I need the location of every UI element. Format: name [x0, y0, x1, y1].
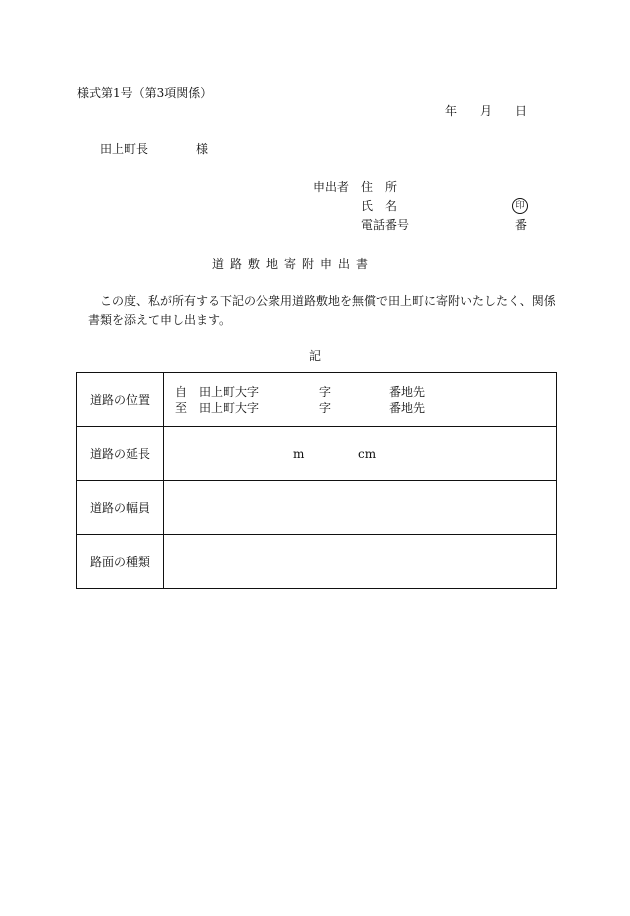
from-prefix: 自	[175, 385, 188, 399]
form-number: 様式第1号（第3項関係）	[77, 86, 213, 100]
addressee-honorific: 様	[196, 142, 209, 156]
seal-mark: 印	[512, 198, 528, 214]
position-cell	[164, 373, 557, 427]
position-label: 道路の位置	[77, 373, 164, 427]
to-prefix: 至	[175, 401, 188, 415]
body-line-1: この度、私が所有する下記の公衆用道路敷地を無償で田上町に寄附いたしたく、関係	[100, 294, 556, 308]
to-place: 田上町大字	[199, 401, 260, 415]
width-cell	[164, 481, 557, 535]
from-banchi: 番地先	[389, 385, 426, 399]
phone-label: 電話番号	[361, 218, 410, 232]
surface-cell	[164, 535, 557, 589]
table-row-width	[77, 481, 557, 535]
date-year: 年	[445, 104, 458, 118]
length-label: 道路の延長	[77, 427, 164, 481]
from-place: 田上町大字	[199, 385, 260, 399]
addressee-title: 田上町長	[100, 142, 149, 156]
length-cell	[164, 427, 557, 481]
table-row-length	[77, 427, 557, 481]
applicant-label: 申出者	[313, 180, 350, 194]
address-label: 住 所	[361, 180, 398, 194]
surface-label: 路面の種類	[77, 535, 164, 589]
table-row-surface	[77, 535, 557, 589]
body-line-2: 書類を添えて申し出ます。	[88, 313, 232, 327]
date-day: 日	[515, 104, 528, 118]
phone-suffix: 番	[515, 218, 528, 232]
ki-heading: 記	[309, 349, 322, 363]
name-label: 氏 名	[361, 199, 398, 213]
to-banchi: 番地先	[389, 401, 426, 415]
document-title: 道路敷地寄附申出書	[212, 257, 375, 271]
width-label: 道路の幅員	[77, 481, 164, 535]
length-unit-m: m	[293, 447, 305, 461]
table-row-position	[77, 373, 557, 427]
date-month: 月	[480, 104, 493, 118]
to-aza: 字	[319, 401, 332, 415]
road-details-table	[76, 372, 557, 589]
length-unit-cm: cm	[358, 447, 377, 461]
from-aza: 字	[319, 385, 332, 399]
